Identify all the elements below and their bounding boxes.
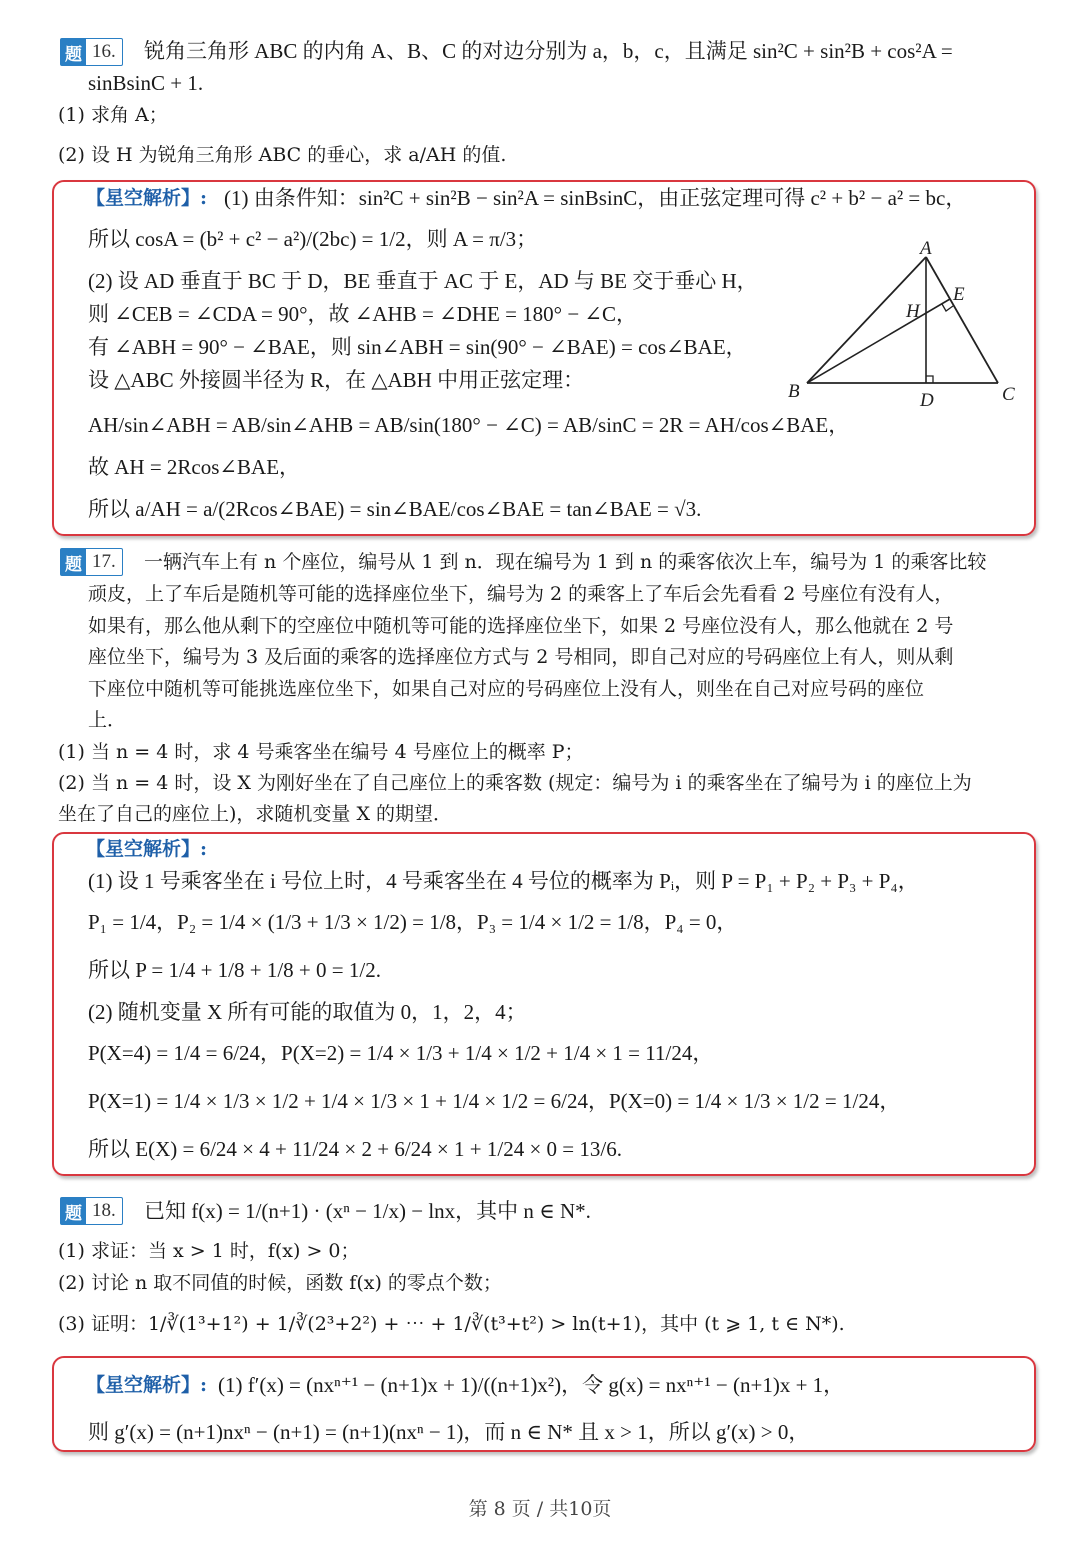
solution-18-line-1: (1) f′(x) = (nxⁿ⁺¹ − (n+1)x + 1)/((n+1)x²)，令 g(x) = nxⁿ⁺¹ − (n+1)x + 1， — [218, 1373, 845, 1397]
solution-16-line-8: 故 AH = 2Rcos∠BAE， — [88, 455, 301, 479]
problem-17-tag — [60, 548, 123, 576]
problem-17-line-6: 上． — [88, 709, 127, 731]
problem-number: 16. — [92, 41, 116, 62]
problem-18-question-2: (2) 讨论 n 取不同值的时候，函数 f(x) 的零点个数； — [58, 1272, 502, 1294]
problem-18-question-3: (3) 证明：1/∛(1³+1²) + 1/∛(2³+2²) + ⋯ + 1/∛(t³+t²) > ln(t+1)，其中 (t ⩾ 1, t ∈ N*). — [58, 1313, 845, 1335]
solution-18-line-2: 则 g′(x) = (n+1)nxⁿ − (n+1) = (n+1)(nxⁿ − 1)，而 n ∈ N* 且 x > 1，所以 g′(x) > 0， — [88, 1420, 810, 1444]
right-angle-d — [926, 376, 933, 383]
altitude-be — [807, 299, 950, 383]
label-a: A — [920, 240, 932, 259]
label-h: H — [906, 301, 920, 322]
right-angle-e — [942, 304, 953, 311]
problem-17-question-1: (1) 当 n = 4 时，求 4 号乘客坐在编号 4 号座位上的概率 P； — [58, 741, 584, 763]
solution-16-line-5: 有 ∠ABH = 90° − ∠BAE，则 sin∠ABH = sin(90° − ∠BAE) = cos∠BAE， — [88, 335, 747, 359]
label-c: C — [1002, 384, 1015, 405]
problem-16-line-2: sinBsinC + 1. — [88, 71, 204, 95]
solution-17-label: 【星空解析】: — [86, 838, 208, 860]
problem-16-question-1: (1) 求角 A； — [58, 104, 168, 126]
problem-18-question-1: (1) 求证：当 x > 1 时，f(x) > 0； — [58, 1240, 360, 1262]
label-b: B — [788, 381, 800, 402]
solution-16-label: 【星空解析】: — [86, 187, 208, 209]
solution-17-line-5: P(X=4) = 1/4 = 6/24，P(X=2) = 1/4 × 1/3 + 1/4 × 1/2 + 1/4 × 1 = 11/24， — [88, 1041, 714, 1065]
solution-18-label: 【星空解析】: — [86, 1374, 208, 1396]
problem-17-line-3: 如果有，那么他从剩下的空座位中随机等可能的选择座位坐下，如果 2 号座位没有人，那么他就在 2 号 — [88, 615, 954, 637]
solution-16-line-1: (1) 由条件知：sin²C + sin²B − sin²A = sinBsinC，由正弦定理可得 c² + b² − a² = bc， — [224, 186, 967, 210]
problem-17-line-5: 下座位中随机等可能挑选座位坐下，如果自己对应的号码座位上没有人，则坐在自己对应号码的座位 — [88, 678, 925, 700]
solution-16-line-3: (2) 设 AD 垂直于 BC 于 D，BE 垂直于 AC 于 E，AD 与 BE 交于垂心 H， — [88, 269, 758, 293]
solution-17-line-6: P(X=1) = 1/4 × 1/3 × 1/2 + 1/4 × 1/3 × 1 + 1/4 × 1/2 = 6/24，P(X=0) = 1/4 × 1/3 × 1/2 = 1/24， — [88, 1089, 901, 1113]
solution-17-line-1: (1) 设 1 号乘客坐在 i 号位上时，4 号乘客坐在 4 号位的概率为 Pᵢ，则 P = P₁ + P₂ + P₃ + P₄， — [88, 869, 919, 893]
solution-17-line-3: 所以 P = 1/4 + 1/8 + 1/8 + 0 = 1/2. — [88, 958, 381, 982]
problem-18-line-1: 已知 f(x) = 1/(n+1) · (xⁿ − 1/x) − lnx，其中 n ∈ N*. — [144, 1199, 591, 1223]
label-d: D — [920, 390, 934, 411]
problem-tag-label: 题 — [61, 549, 86, 575]
problem-18-tag — [60, 1197, 123, 1225]
side-ac — [926, 257, 998, 383]
problem-tag-label: 题 — [61, 1198, 86, 1224]
solution-16-line-9: 所以 a/AH = a/(2Rcos∠BAE) = sin∠BAE/cos∠BAE = tan∠BAE = √3. — [88, 497, 702, 521]
problem-16-tag — [60, 38, 123, 66]
problem-number: 18. — [92, 1200, 116, 1221]
problem-16-line-1: 锐角三角形 ABC 的内角 A、B、C 的对边分别为 a，b，c，且满足 sin²C + sin²B + cos²A = — [144, 39, 953, 63]
label-e: E — [953, 284, 965, 305]
problem-17-question-2-cont: 坐在了自己的座位上)，求随机变量 X 的期望． — [58, 803, 453, 825]
solution-16-line-2: 所以 cosA = (b² + c² − a²)/(2bc) = 1/2，则 A = π/3； — [88, 227, 538, 251]
triangle-figure — [780, 240, 1030, 412]
solution-17-line-4: (2) 随机变量 X 所有可能的取值为 0，1，2，4； — [88, 1000, 527, 1024]
problem-16-question-2: (2) 设 H 为锐角三角形 ABC 的垂心，求 a/AH 的值. — [58, 144, 507, 166]
solution-16-line-6: 设 △ABC 外接圆半径为 R，在 △ABH 中用正弦定理： — [88, 368, 585, 392]
problem-17-line-1: 一辆汽车上有 n 个座位，编号从 1 到 n．现在编号为 1 到 n 的乘客依次上车，编号为 1 的乘客比较 — [144, 551, 987, 573]
solution-16-line-4: 则 ∠CEB = ∠CDA = 90°，故 ∠AHB = ∠DHE = 180° − ∠C， — [88, 302, 638, 326]
solution-17-line-7: 所以 E(X) = 6/24 × 4 + 11/24 × 2 + 6/24 × 1 + 1/24 × 0 = 13/6. — [88, 1137, 622, 1161]
page-footer: 第 8 页 / 共10页 — [468, 1498, 612, 1520]
problem-17-question-2: (2) 当 n = 4 时，设 X 为刚好坐在了自己座位上的乘客数 (规定：编号为 i 的乘客坐在了编号为 i 的座位上为 — [58, 772, 972, 794]
problem-tag-label: 题 — [61, 39, 86, 65]
solution-17-line-2: P₁ = 1/4，P₂ = 1/4 × (1/3 + 1/3 × 1/2) = 1/8，P₃ = 1/4 × 1/2 = 1/8，P₄ = 0， — [88, 910, 738, 934]
problem-17-line-4: 座位坐下，编号为 3 及后面的乘客的选择座位方式与 2 号相同，即自己对应的号码座位上有人，则从剩 — [88, 646, 954, 668]
solution-16-line-7: AH/sin∠ABH = AB/sin∠AHB = AB/sin(180° − ∠C) = AB/sinC = 2R = AH/cos∠BAE， — [88, 413, 850, 437]
problem-17-line-2: 顽皮，上了车后是随机等可能的选择座位坐下，编号为 2 的乘客上了车后会先看看 2 号座位有没有人， — [88, 583, 954, 605]
problem-number: 17. — [92, 551, 116, 572]
